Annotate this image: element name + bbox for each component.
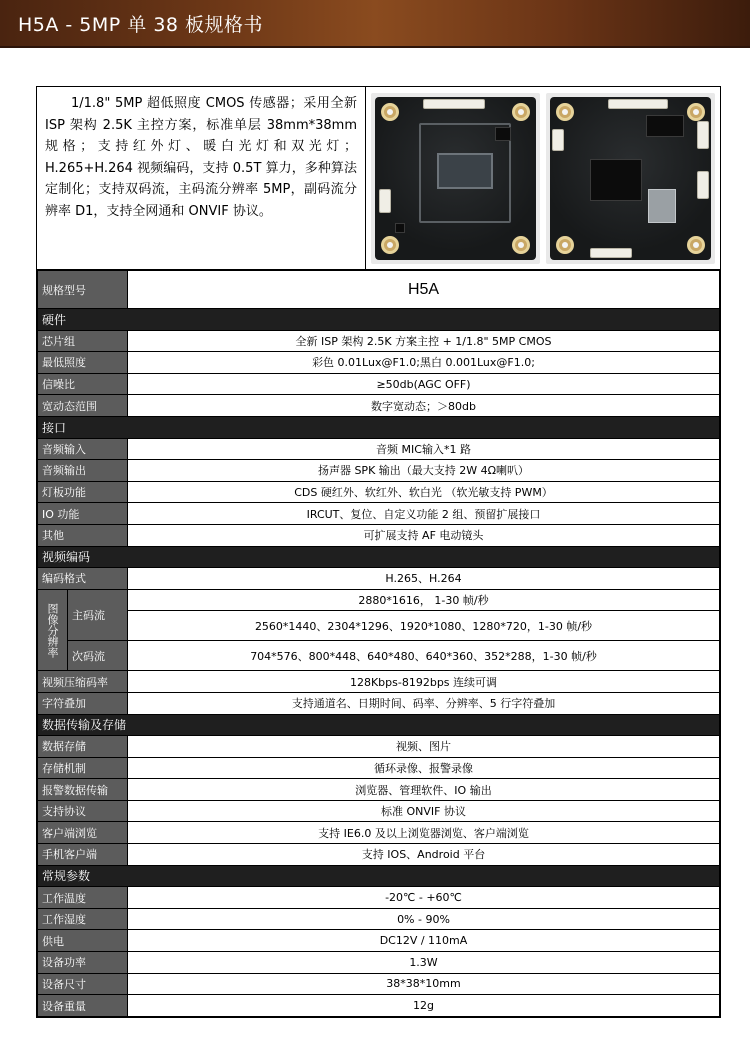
table-row: [38, 589, 720, 611]
row-label: 工作湿度: [38, 908, 128, 930]
row-value: 循环录像、报警录像: [128, 757, 720, 779]
row-label: 支持协议: [38, 800, 128, 822]
table-row: [38, 692, 720, 714]
table-row: [38, 641, 720, 671]
board-front-photo: [371, 93, 540, 264]
row-value: ≥50db(AGC OFF): [128, 373, 720, 395]
row-value: IRCUT、复位、自定义功能 2 组、预留扩展接口: [128, 503, 720, 525]
table-row: [38, 481, 720, 503]
row-value: -20℃ - +60℃: [128, 887, 720, 909]
main-stream-value-2: 2560*1440、2304*1296、1920*1080、1280*720，1-30 帧/秒: [128, 611, 720, 641]
row-label: 设备尺寸: [38, 973, 128, 995]
table-row: [38, 822, 720, 844]
board-back-photo: [546, 93, 715, 264]
table-row: [38, 460, 720, 482]
table-row: [38, 844, 720, 866]
row-label: 信噪比: [38, 373, 128, 395]
row-label: 设备重量: [38, 995, 128, 1017]
row-label: 报警数据传输: [38, 779, 128, 801]
section-title: 视频编码: [38, 546, 720, 568]
table-row: [38, 952, 720, 974]
product-photos: [365, 87, 720, 269]
section-title: 数据传输及存储: [38, 714, 720, 736]
section-title: 常规参数: [38, 865, 720, 887]
row-value: 彩色 0.01Lux@F1.0;黑白 0.001Lux@F1.0;: [128, 352, 720, 374]
row-value: 音频 MIC输入*1 路: [128, 438, 720, 460]
model-row: [38, 271, 720, 309]
table-row: [38, 973, 720, 995]
model-value: H5A: [128, 271, 720, 309]
row-label: 灯板功能: [38, 481, 128, 503]
table-row: [38, 568, 720, 590]
row-value: 可扩展支持 AF 电动镜头: [128, 524, 720, 546]
table-row: [38, 330, 720, 352]
model-label: 规格型号: [38, 271, 128, 309]
table-row: [38, 800, 720, 822]
table-row: [38, 611, 720, 641]
main-stream-value-1: 2880*1616， 1-30 帧/秒: [128, 589, 720, 611]
spec-table: [37, 270, 720, 1017]
row-label: 其他: [38, 524, 128, 546]
sub-stream-value: 704*576、800*448、640*480、640*360、352*288，1-30 帧/秒: [128, 641, 720, 671]
row-label: 工作温度: [38, 887, 128, 909]
row-label: IO 功能: [38, 503, 128, 525]
product-description: 1/1.8" 5MP 超低照度 CMOS 传感器；采用全新 ISP 架构 2.5K 主控方案，标准单层 38mm*38mm 规格；支持红外灯、暖白光灯和双光灯；H.265+H.264 视频编码，支持 0.5T 算力，多种算法定制化；支持双码流，主码流分辨率 5MP，副码流分辨率 D1，支持全网通和 ONVIF 协议。: [45, 96, 357, 219]
row-label: 视频压缩码率: [38, 671, 128, 693]
row-label: 客户端浏览: [38, 822, 128, 844]
row-value: 全新 ISP 架构 2.5K 方案主控 + 1/1.8" 5MP CMOS: [128, 330, 720, 352]
header-banner: [0, 0, 750, 48]
section-title: 接口: [38, 416, 720, 438]
row-value: DC12V / 110mA: [128, 930, 720, 952]
row-label: 存储机制: [38, 757, 128, 779]
row-label: 设备功率: [38, 952, 128, 974]
row-value: 标准 ONVIF 协议: [128, 800, 720, 822]
section-title: 硬件: [38, 309, 720, 331]
row-value: 128Kbps-8192bps 连续可调: [128, 671, 720, 693]
section-data: [38, 714, 720, 736]
section-general: [38, 865, 720, 887]
row-label: 芯片组: [38, 330, 128, 352]
row-label: 字符叠加: [38, 692, 128, 714]
table-row: [38, 736, 720, 758]
row-value: 0% - 90%: [128, 908, 720, 930]
row-value: 支持 IOS、Android 平台: [128, 844, 720, 866]
sub-stream-label: 次码流: [68, 641, 128, 671]
table-row: [38, 395, 720, 417]
row-value: 支持 IE6.0 及以上浏览器浏览、客户端浏览: [128, 822, 720, 844]
table-row: [38, 908, 720, 930]
row-label: 供电: [38, 930, 128, 952]
row-value: CDS 硬红外、软红外、软白光 （软光敏支持 PWM）: [128, 481, 720, 503]
row-value: H.265、H.264: [128, 568, 720, 590]
section-interface: [38, 416, 720, 438]
row-label: 手机客户端: [38, 844, 128, 866]
page-title: H5A - 5MP 单 38 板规格书: [18, 14, 264, 36]
row-label: 音频输出: [38, 460, 128, 482]
row-label: 宽动态范围: [38, 395, 128, 417]
row-value: 38*38*10mm: [128, 973, 720, 995]
row-label: 最低照度: [38, 352, 128, 374]
main-stream-label: 主码流: [68, 589, 128, 641]
row-value: 支持通道名、日期时间、码率、分辨率、5 行字符叠加: [128, 692, 720, 714]
section-video: [38, 546, 720, 568]
table-row: [38, 524, 720, 546]
section-hardware: [38, 309, 720, 331]
table-row: [38, 757, 720, 779]
row-value: 浏览器、管理软件、IO 输出: [128, 779, 720, 801]
table-row: [38, 995, 720, 1017]
row-label: 音频输入: [38, 438, 128, 460]
table-row: [38, 503, 720, 525]
table-row: [38, 352, 720, 374]
table-row: [38, 779, 720, 801]
row-value: 1.3W: [128, 952, 720, 974]
row-value: 视频、图片: [128, 736, 720, 758]
table-row: [38, 373, 720, 395]
row-value: 数字宽动态；＞80db: [128, 395, 720, 417]
table-row: [38, 671, 720, 693]
resolution-label: 图像分辨率: [38, 589, 68, 671]
row-label: 编码格式: [38, 568, 128, 590]
spec-sheet: [36, 86, 721, 1018]
intro-block: [37, 87, 720, 270]
table-row: [38, 930, 720, 952]
table-row: [38, 438, 720, 460]
row-label: 数据存储: [38, 736, 128, 758]
table-row: [38, 887, 720, 909]
row-value: 12g: [128, 995, 720, 1017]
row-value: 扬声器 SPK 输出（最大支持 2W 4Ω喇叭）: [128, 460, 720, 482]
